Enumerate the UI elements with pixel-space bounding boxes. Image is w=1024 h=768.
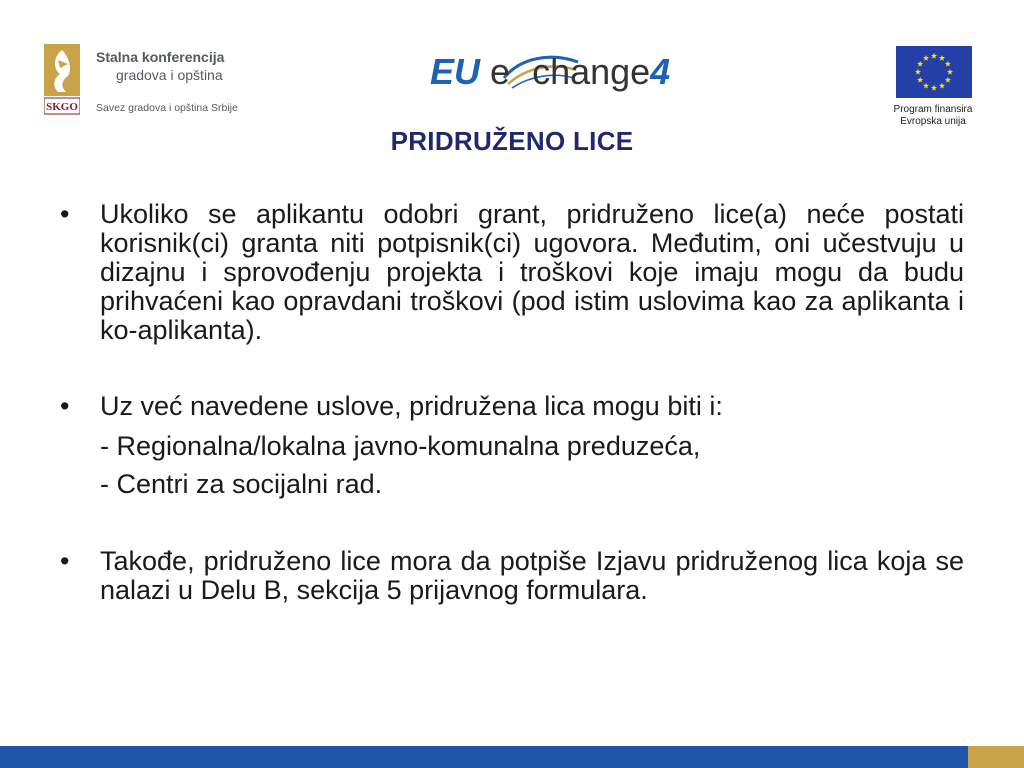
exchange-e-text: e bbox=[490, 51, 511, 92]
skgo-title-line2: gradova i opština bbox=[116, 67, 223, 83]
bullet-marker: • bbox=[60, 391, 70, 421]
bullet-marker: • bbox=[60, 546, 70, 576]
bullet-item bbox=[60, 200, 964, 345]
slide-title: PRIDRUŽENO LICE bbox=[390, 126, 634, 156]
eu-caption-line2: Evropska unija bbox=[900, 116, 966, 127]
bullet-text: Ukoliko se aplikantu odobri grant, pridruženo lice(a) neće postati korisnik(ci) granta niti potpisnik(ci) ugovora. Međutim, oni učestvuju u dizajnu i sprovođenju projekta i troškovi koje imaju mogu da budu prihvaćeni kao opravdani troškovi (pod istim uslovima kao za aplikanta i ko-aplikanta). bbox=[100, 199, 964, 345]
footer-bar-blue bbox=[0, 746, 968, 768]
sub-item: - Centri za socijalni rad. bbox=[100, 469, 383, 499]
sub-item: - Regionalna/lokalna javno-komunalna preduzeća, bbox=[100, 431, 701, 461]
eu-exchange-logo bbox=[430, 44, 700, 100]
bullet-text: Takođe, pridruženo lice mora da potpiše Izjavu pridruženog lica koja se nalazi u Delu B, sekcija 5 prijavnog formulara. bbox=[100, 546, 964, 605]
bullet-item bbox=[60, 547, 964, 605]
bullet-text: Uz već navedene uslove, pridružena lica mogu biti i: bbox=[100, 391, 723, 421]
bullet-marker: • bbox=[60, 199, 70, 229]
eu-exchange-wordmark bbox=[430, 52, 670, 92]
skgo-subtitle: Savez gradova i opština Srbije bbox=[96, 102, 238, 114]
slide-body bbox=[60, 200, 964, 605]
skgo-title-line1: Stalna konferencija bbox=[96, 49, 225, 65]
eu-caption bbox=[880, 104, 986, 128]
skgo-title bbox=[96, 48, 224, 84]
skgo-emblem-icon bbox=[44, 44, 80, 116]
exchange-change-text: change bbox=[532, 51, 651, 92]
footer-bar-gold bbox=[968, 746, 1024, 768]
exchange-number: 4 bbox=[650, 51, 671, 92]
svg-text:SKGO: SKGO bbox=[46, 101, 78, 113]
bullet-item bbox=[60, 389, 964, 423]
eu-flag-icon bbox=[896, 46, 972, 98]
eu-caption-line1: Program finansira bbox=[893, 104, 973, 115]
skgo-logo bbox=[44, 44, 264, 120]
eu-text: EU bbox=[430, 51, 481, 92]
